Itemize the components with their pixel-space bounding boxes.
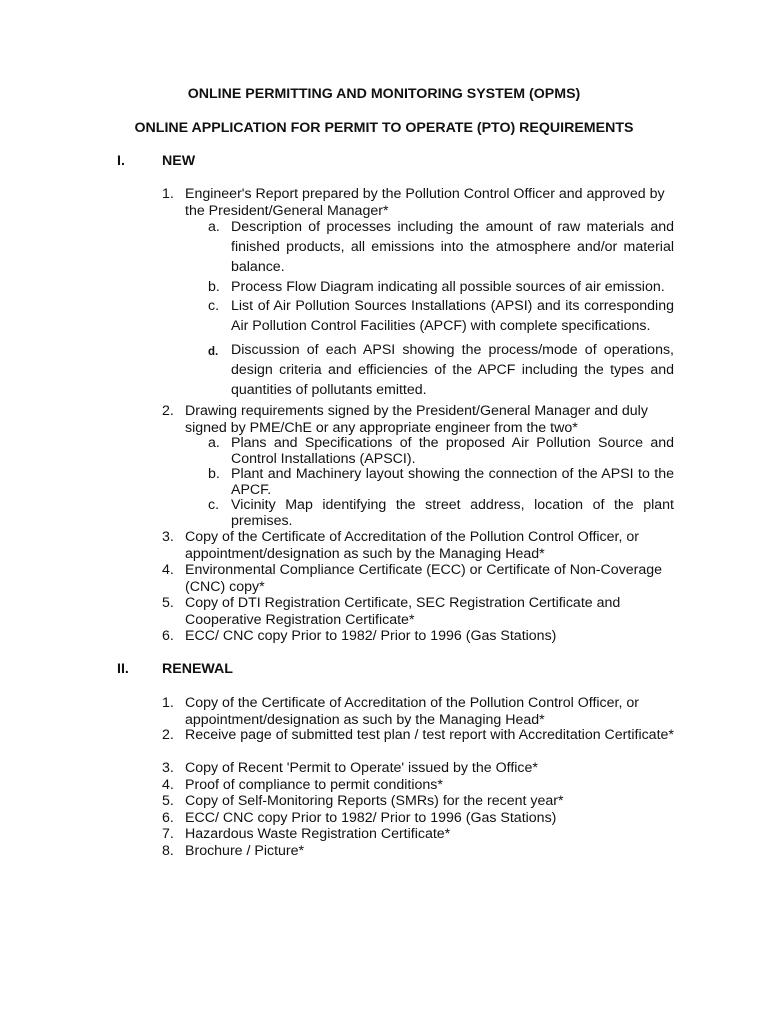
sub-item-text: Description of processes including the amount of raw materials and finished products, all emissions into the atmosphere and/or material balance. (231, 219, 674, 275)
list-item (162, 403, 674, 436)
list-item-text: Brochure / Picture* (185, 843, 305, 859)
document-title: ONLINE PERMITTING AND MONITORING SYSTEM (OPMS) (187, 86, 581, 102)
sub-item-text: Plant and Machinery layout showing the connection of the APSI to the APCF. (231, 466, 674, 499)
list-item-number: 2. (162, 727, 174, 743)
list-item-text: Receive page of submitted test plan / test report with Accreditation Certificate* (185, 727, 674, 743)
list-item-number: 7. (162, 826, 174, 842)
section-numeral: I. (117, 153, 125, 169)
sub-item-letter: c. (208, 298, 220, 314)
sub-item-text: Plans and Specifications of the proposed Air Pollution Source and Control Installations (APSCI). (231, 435, 674, 468)
list-item-number: 4. (162, 562, 174, 578)
list-item-text: Copy of the Certificate of Accreditation of the Pollution Control Officer, or appointment/designation as such by the Managing Head* (185, 695, 639, 728)
list-item (162, 777, 674, 794)
sub-item-text: Discussion of each APSI showing the process/mode of operations, design criteria and efficiencies of the APCF including the types and quantities of pollutants emitted. (231, 342, 674, 398)
list-item (162, 628, 674, 645)
list-item-number: 5. (162, 595, 174, 611)
list-item-number: 6. (162, 810, 174, 826)
sub-list-item (208, 466, 674, 499)
sub-item-letter: c. (208, 497, 220, 513)
list-item-text: Proof of compliance to permit conditions* (185, 777, 443, 793)
sub-list-item (208, 277, 674, 297)
sub-list-item (208, 296, 674, 336)
list-item-number: 1. (162, 186, 174, 202)
list-item-number: 6. (162, 628, 174, 644)
list-item-text: ECC/ CNC copy Prior to 1982/ Prior to 1996 (Gas Stations) (185, 628, 557, 644)
list-item-number: 8. (162, 843, 174, 859)
list-item (162, 727, 674, 744)
list-item (162, 826, 674, 843)
section-heading: RENEWAL (162, 661, 233, 677)
list-item-number: 4. (162, 777, 174, 793)
list-item-text: Copy of the Certificate of Accreditation of the Pollution Control Officer, or appointment/designation as such by the Managing Head* (185, 529, 639, 562)
list-item (162, 186, 674, 219)
list-item (162, 529, 674, 562)
list-item (162, 843, 674, 860)
sub-item-letter: d. (208, 346, 219, 358)
sub-list-item (208, 435, 674, 468)
sub-item-text: Process Flow Diagram indicating all possible sources of air emission. (231, 279, 665, 295)
sub-list-item (208, 340, 674, 400)
sub-list-item (208, 497, 674, 530)
list-item-text: Engineer's Report prepared by the Pollution Control Officer and approved by the President/General Manager* (185, 186, 665, 219)
list-item (162, 562, 674, 595)
document-subtitle: ONLINE APPLICATION FOR PERMIT TO OPERATE (PTO) REQUIREMENTS (134, 120, 634, 136)
list-item-number: 2. (162, 403, 174, 419)
list-item (162, 810, 674, 827)
list-item-text: Copy of DTI Registration Certificate, SEC Registration Certificate and Cooperative Registration Certificate* (185, 595, 621, 628)
list-item-text: Copy of Self-Monitoring Reports (SMRs) for the recent year* (185, 793, 564, 809)
sub-item-letter: a. (208, 219, 220, 235)
sub-item-letter: b. (208, 279, 220, 295)
list-item (162, 695, 674, 728)
section-heading: NEW (162, 153, 196, 169)
sub-item-letter: b. (208, 466, 220, 482)
sub-item-letter: a. (208, 435, 220, 451)
sub-list-item (208, 217, 674, 277)
list-item-number: 5. (162, 793, 174, 809)
list-item-text: Environmental Compliance Certificate (ECC) or Certificate of Non-Coverage (CNC) copy* (185, 562, 663, 595)
list-item-text: Drawing requirements signed by the President/General Manager and duly signed by PME/ChE or any appropriate engineer from the two* (185, 403, 648, 436)
list-item-number: 3. (162, 529, 174, 545)
list-item (162, 595, 674, 628)
list-item-number: 3. (162, 760, 174, 776)
sub-item-text: List of Air Pollution Sources Installations (APSI) and its corresponding Air Pollution Control Facilities (APCF) with complete specifications. (231, 298, 674, 334)
sub-item-text: Vicinity Map identifying the street address, location of the plant premises. (231, 497, 674, 530)
list-item-text: Hazardous Waste Registration Certificate* (185, 826, 451, 842)
list-item-text: Copy of Recent 'Permit to Operate' issued by the Office* (185, 760, 538, 776)
list-item-number: 1. (162, 695, 174, 711)
section-numeral: II. (117, 661, 129, 677)
list-item (162, 793, 674, 810)
list-item (162, 760, 674, 777)
list-item-text: ECC/ CNC copy Prior to 1982/ Prior to 1996 (Gas Stations) (185, 810, 557, 826)
